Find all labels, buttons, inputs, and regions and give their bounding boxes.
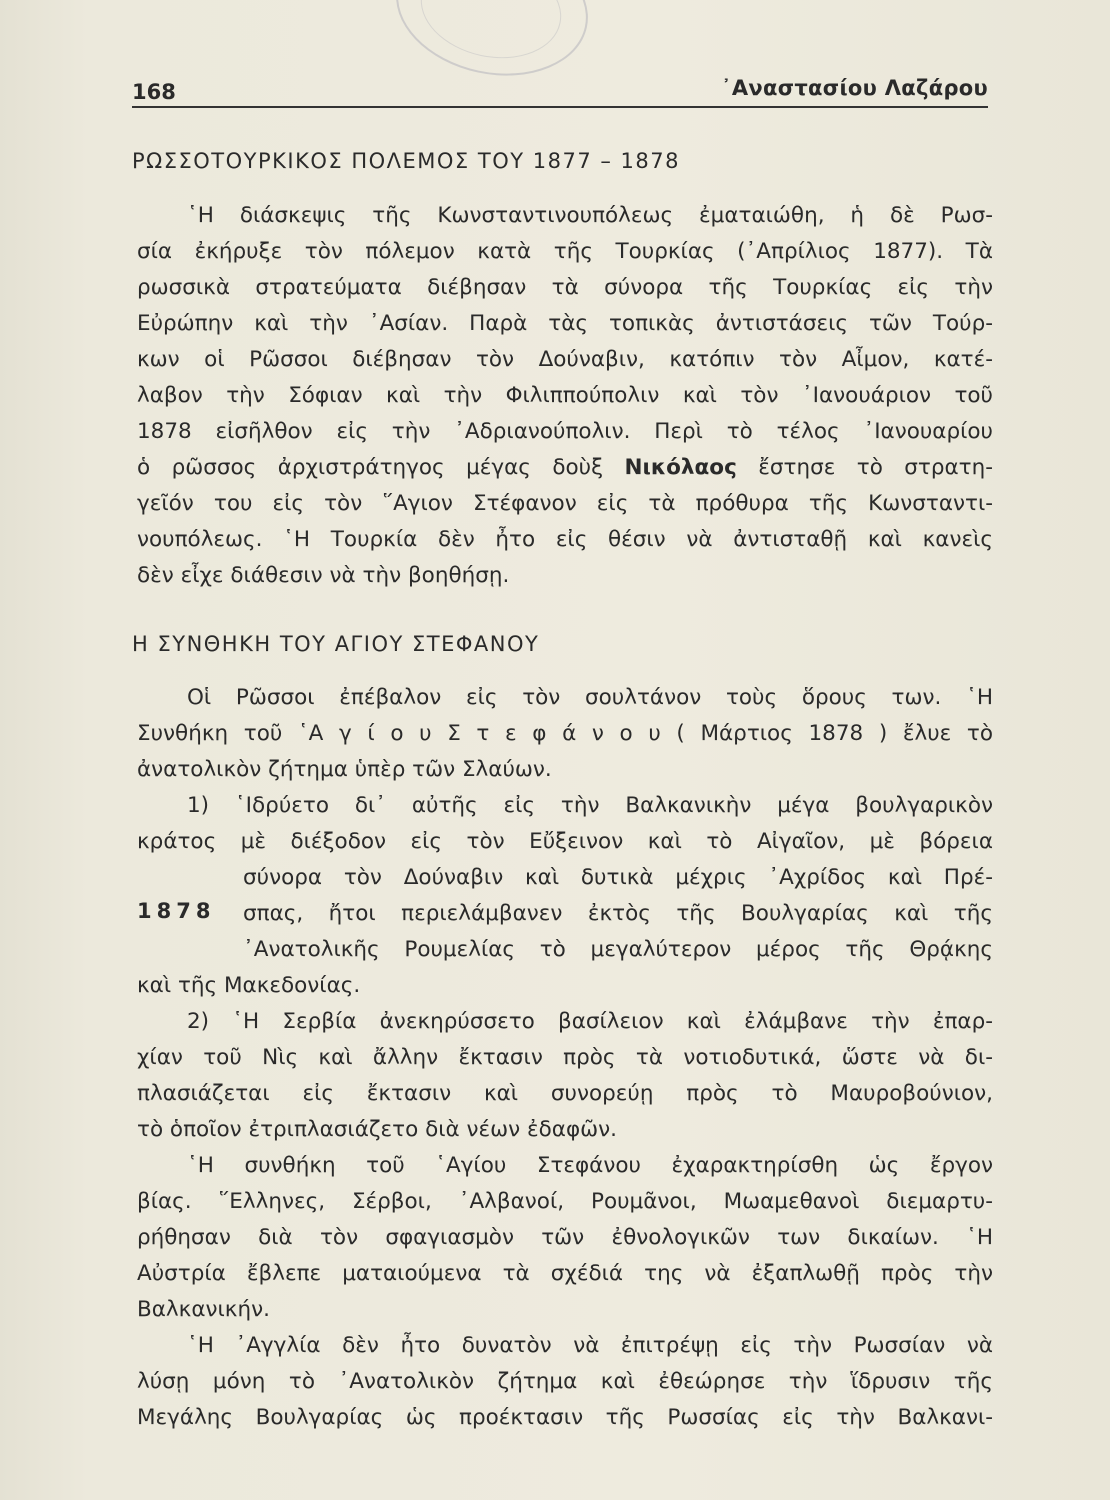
text-line: σπας, ἤτοι περιελάμβανεν ἐκτὸς τῆς Βουλγαρίας καὶ τῆς	[243, 901, 993, 926]
text-line: κράτος μὲ διέξοδον εἰς τὸν Εὔξεινον καὶ τὸ Αἰγαῖον, μὲ βόρεια	[137, 829, 993, 854]
text-line: ῾Η διάσκεψις τῆς Κωνσταντινουπόλεως ἐματαιώθη, ἡ δὲ Ρωσ-	[187, 203, 993, 228]
text-line: κων οἱ Ρῶσσοι διέβησαν τὸν Δούναβιν, κατόπιν τὸν Αἶμον, κατέ-	[137, 347, 993, 372]
text-line: πλασιάζεται εἰς ἔκτασιν καὶ συνορεύῃ πρὸς τὸ Μαυροβούνιον,	[137, 1081, 993, 1106]
text-line: Βαλκανικήν.	[137, 1297, 270, 1322]
text-line: βίας. ῞Ελληνες, Σέρβοι, ᾿Αλβανοί, Ρουμᾶνοι, Μωαμεθανοὶ διεμαρτυ-	[137, 1189, 993, 1214]
text-line: Συνθήκη τοῦ ῾Α γ ί ο υ Σ τ ε φ ά ν ο υ ( Μάρτιος 1878 ) ἔλυε τὸ	[137, 721, 993, 746]
text-line: λύσῃ μόνη τὸ ᾿Ανατολικὸν ζήτημα καὶ ἐθεώρησε τὴν ἵδρυσιν τῆς	[137, 1369, 993, 1394]
text-line: ῾Η ᾿Αγγλία δὲν ἦτο δυνατὸν νὰ ἐπιτρέψῃ εἰς τὴν Ρωσσίαν νὰ	[187, 1333, 993, 1358]
text-line	[137, 455, 993, 480]
text-line: Εὐρώπην καὶ τὴν ᾿Ασίαν. Παρὰ τὰς τοπικὰς ἀντιστάσεις τῶν Τούρ-	[137, 311, 993, 336]
text-segment: ἔστησε τὸ στρατη-	[736, 455, 994, 480]
text-line: Οἱ Ρῶσσοι ἐπέβαλον εἰς τὸν σουλτάνον τοὺς ὅρους των. ῾Η	[187, 685, 993, 710]
text-line: Αὐστρία ἔβλεπε ματαιούμενα τὰ σχέδιά της νὰ ἐξαπλωθῇ πρὸς τὴν	[137, 1261, 993, 1286]
text-line: 2) ῾Η Σερβία ἀνεκηρύσσετο βασίλειον καὶ ἐλάμβανε τὴν ἐπαρ-	[187, 1009, 993, 1034]
person-name: Νικόλαος	[624, 455, 737, 480]
text-line: χίαν τοῦ Νὶς καὶ ἄλλην ἔκτασιν πρὸς τὰ νοτιοδυτικά, ὥστε νὰ δι-	[137, 1045, 993, 1070]
text-line: Μεγάλης Βουλγαρίας ὡς προέκτασιν τῆς Ρωσσίας εἰς τὴν Βαλκανι-	[137, 1405, 993, 1430]
text-line: λαβον τὴν Σόφιαν καὶ τὴν Φιλιππούπολιν καὶ τὸν ᾿Ιανουάριον τοῦ	[137, 383, 993, 408]
treaty-heading: Η ΣΥΝΘΗΚΗ ΤΟΥ ΑΓΙΟΥ ΣΤΕΦΑΝΟΥ	[132, 632, 540, 656]
text-line: 1878 εἰσῆλθον εἰς τὴν ᾿Αδριανούπολιν. Περὶ τὸ τέλος ᾿Ιανουαρίου	[137, 419, 993, 444]
war-heading: ΡΩΣΣΟΤΟΥΡΚΙΚΟΣ ΠΟΛΕΜΟΣ ΤΟΥ 1877 – 1878	[132, 149, 680, 173]
page-header	[132, 70, 988, 108]
text-line: ἀνατολικὸν ζήτημα ὑπὲρ τῶν Σλαύων.	[137, 757, 552, 782]
text-line: νουπόλεως. ῾Η Τουρκία δὲν ἦτο εἰς θέσιν νὰ ἀντισταθῇ καὶ κανεὶς	[137, 527, 993, 552]
text-line: ρωσσικὰ στρατεύματα διέβησαν τὰ σύνορα τῆς Τουρκίας εἰς τὴν	[137, 275, 993, 300]
text-line: καὶ τῆς Μακεδονίας.	[137, 973, 361, 998]
text-line: σύνορα τὸν Δούναβιν καὶ δυτικὰ μέχρις ᾿Αχρίδος καὶ Πρέ-	[243, 865, 993, 890]
text-line: ῾Η συνθήκη τοῦ ῾Αγίου Στεφάνου ἐχαρακτηρίσθη ὡς ἔργον	[187, 1153, 993, 1178]
text-line: δὲν εἶχε διάθεσιν νὰ τὴν βοηθήσῃ.	[137, 563, 510, 588]
text-line: ᾿Ανατολικῆς Ρουμελίας τὸ μεγαλύτερον μέρος τῆς Θρᾴκης	[243, 937, 993, 962]
margin-year: 1878	[137, 899, 216, 923]
running-head: ᾿Αναστασίου Λαζάρου	[721, 76, 988, 100]
page-number: 168	[132, 80, 176, 104]
text-line: τὸ ὁποῖον ἐτριπλασιάζετο διὰ νέων ἐδαφῶν.	[137, 1117, 618, 1142]
text-line: σία ἐκήρυξε τὸν πόλεμον κατὰ τῆς Τουρκίας (᾿Απρίλιος 1877). Τὰ	[137, 239, 993, 264]
text-line: ρήθησαν διὰ τὸν σφαγιασμὸν τῶν ἐθνολογικῶν των δικαίων. ῾Η	[137, 1225, 993, 1250]
text-line: 1) ῾Ιδρύετο δι᾿ αὐτῆς εἰς τὴν Βαλκανικὴν μέγα βουλγαρικὸν	[187, 793, 993, 818]
text-line: γεῖόν του εἰς τὸν ῞Αγιον Στέφανον εἰς τὰ πρόθυρα τῆς Κωνσταντι-	[137, 491, 993, 516]
text-segment: ὁ ρῶσσος ἀρχιστράτηγος μέγας δοὺξ	[137, 455, 625, 480]
